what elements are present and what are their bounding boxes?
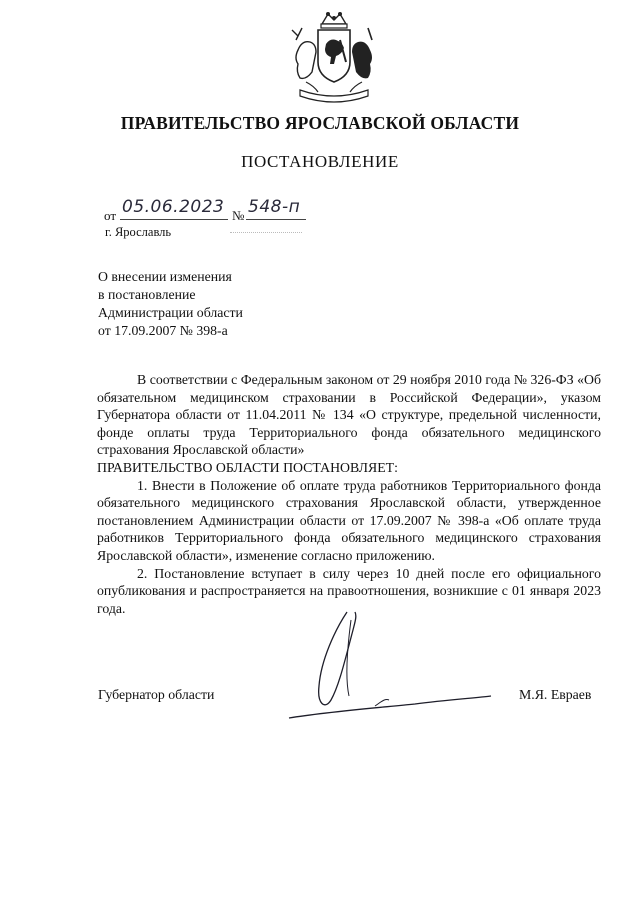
item-paragraph: 1. Внести в Положение об оплате труда работников Территориального фонда обязательного медицинского страхования Ярославской области, утвержденное постановлением Администрации области от 17.09.2007 № 398-а «Об оплате труда работников Территориального фонда обязательного медицинского страхования Ярославской области», изменение согласно приложению. bbox=[97, 477, 601, 563]
coat-of-arms-icon bbox=[288, 10, 380, 110]
subject-line: Администрации области bbox=[98, 305, 243, 320]
number-underline bbox=[246, 219, 306, 220]
number-prefix: № bbox=[232, 208, 245, 223]
divider bbox=[230, 232, 302, 233]
signatory-name: М.Я. Евраев bbox=[519, 687, 592, 702]
city: г. Ярославль bbox=[105, 225, 172, 239]
organization-title: ПРАВИТЕЛЬСТВО ЯРОСЛАВСКОЙ ОБЛАСТИ bbox=[120, 113, 520, 133]
document-date: 05.06.2023 bbox=[122, 197, 225, 217]
resolves-heading: ПРАВИТЕЛЬСТВО ОБЛАСТИ ПОСТАНОВЛЯЕТ: bbox=[97, 459, 398, 475]
handwritten-signature bbox=[285, 600, 495, 730]
document-number: 548-п bbox=[248, 197, 301, 217]
item-paragraph: 2. Постановление вступает в силу через 10 дней после его официального опубликования и распространяется на правоотношения, возникшие с 01 января 2023 года. bbox=[97, 565, 601, 616]
subject-line: от 17.09.2007 № 398-а bbox=[98, 323, 228, 338]
subject-line: в постановление bbox=[98, 287, 196, 302]
signatory-title: Губернатор области bbox=[98, 687, 215, 702]
preamble-paragraph: В соответствии с Федеральным законом от 29 ноября 2010 года № 326-ФЗ «Об обязательном медицинском страховании в Российской Федерации», указом Губернатора области от 11.04.2011 № 134 «О структуре, предельной численности, фонде оплаты труда Территориального фонда обязательного медицинского страхования Ярославской области» bbox=[97, 372, 601, 458]
document-type: ПОСТАНОВЛЕНИЕ bbox=[241, 152, 399, 171]
date-underline bbox=[120, 219, 228, 220]
subject-line: О внесении изменения bbox=[98, 269, 232, 284]
document-body bbox=[97, 371, 601, 617]
document-subject bbox=[98, 268, 243, 340]
date-prefix: от bbox=[104, 208, 117, 223]
